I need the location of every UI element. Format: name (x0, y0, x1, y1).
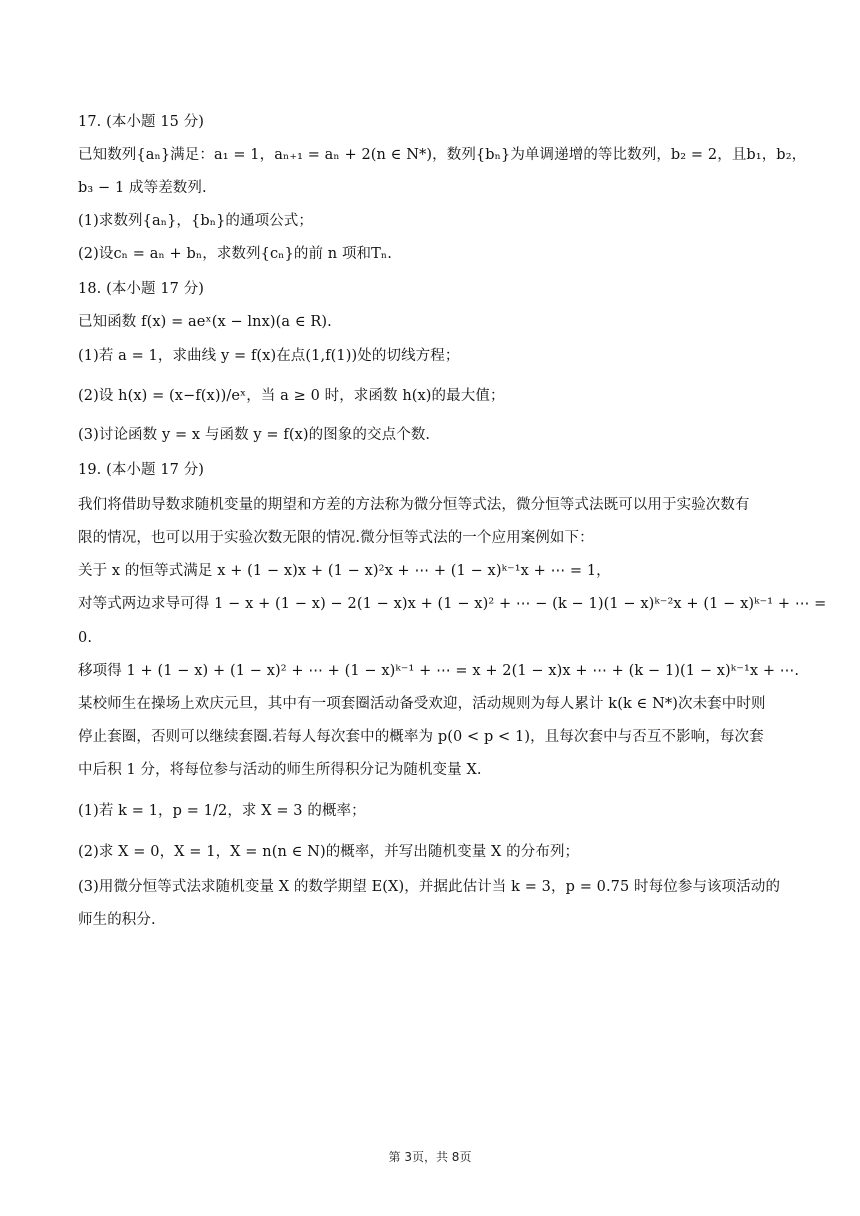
problem-19-part-3-line-2: 师生的积分. (78, 912, 156, 928)
problem-17-part-2: (2)设cₙ = aₙ + bₙ，求数列{cₙ}的前 n 项和Tₙ. (78, 246, 392, 262)
problem-19-scenario-line-2: 停止套圈，否则可以继续套圈.若每人每次套中的概率为 p(0 < p < 1)，且每次套中与否互不影响，每次套 (78, 729, 764, 745)
problem-18-heading: 18. (本小题 17 分) (78, 281, 205, 297)
problem-17-text-line-1: 已知数列{aₙ}满足：a₁ = 1，aₙ₊₁ = aₙ + 2(n ∈ N*)，数列{bₙ}为单调递增的等比数列，b₂ = 2，且b₁，b₂， (78, 147, 807, 163)
problem-19-part-1: (1)若 k = 1，p = 1/2，求 X = 3 的概率； (78, 803, 366, 819)
problem-19-heading: 19. (本小题 17 分) (78, 462, 205, 478)
problem-19-derivative-line-end: 0. (78, 630, 93, 646)
problem-19-identity-line: 关于 x 的恒等式满足 x + (1 − x)x + (1 − x)²x + ⋯ + (1 − x)ᵏ⁻¹x + ⋯ = 1， (78, 563, 611, 579)
problem-18-text: 已知函数 f(x) = aeˣ(x − lnx)(a ∈ R). (78, 314, 332, 330)
problem-18-part-1: (1)若 a = 1，求曲线 y = f(x)在点(1,f(1))处的切线方程； (78, 348, 460, 364)
problem-17-heading: 17. (本小题 15 分) (78, 114, 205, 130)
problem-19-part-3-line-1: (3)用微分恒等式法求随机变量 X 的数学期望 E(X)，并据此估计当 k = 3，p = 0.75 时每位参与该项活动的 (78, 879, 781, 895)
problem-19-scenario-line-1: 某校师生在操场上欢庆元旦，其中有一项套圈活动备受欢迎，活动规则为每人累计 k(k ∈ N*)次未套中时则 (78, 696, 766, 712)
page-number-footer: 第 3页，共 8页 (388, 1150, 472, 1164)
problem-19-part-2: (2)求 X = 0，X = 1，X = n(n ∈ N)的概率，并写出随机变量 X 的分布列； (78, 844, 580, 860)
problem-17-text-line-2: b₃ − 1 成等差数列. (78, 180, 207, 196)
problem-19-intro-line-2: 限的情况，也可以用于实验次数无限的情况.微分恒等式法的一个应用案例如下： (78, 530, 594, 546)
problem-18-part-3: (3)讨论函数 y = x 与函数 y = f(x)的图象的交点个数. (78, 427, 431, 443)
problem-19-derivative-line: 对等式两边求导可得 1 − x + (1 − x) − 2(1 − x)x + (1 − x)² + ⋯ − (k − 1)(1 − x)ᵏ⁻²x + (1 − x)ᵏ⁻¹ + ⋯ = (78, 596, 827, 612)
problem-18-part-2: (2)设 h(x) = (x−f(x))/eˣ，当 a ≥ 0 时，求函数 h(x)的最大值； (78, 388, 505, 404)
problem-19-rearranged-line: 移项得 1 + (1 − x) + (1 − x)² + ⋯ + (1 − x)ᵏ⁻¹ + ⋯ = x + 2(1 − x)x + ⋯ + (k − 1)(1 − x)ᵏ⁻¹x + ⋯. (78, 663, 800, 679)
problem-19-scenario-line-3: 中后积 1 分，将每位参与活动的师生所得积分记为随机变量 X. (78, 762, 482, 778)
problem-19-intro-line-1: 我们将借助导数求随机变量的期望和方差的方法称为微分恒等式法，微分恒等式法既可以用于实验次数有 (78, 497, 750, 513)
problem-17-part-1: (1)求数列{aₙ}，{bₙ}的通项公式； (78, 213, 314, 229)
